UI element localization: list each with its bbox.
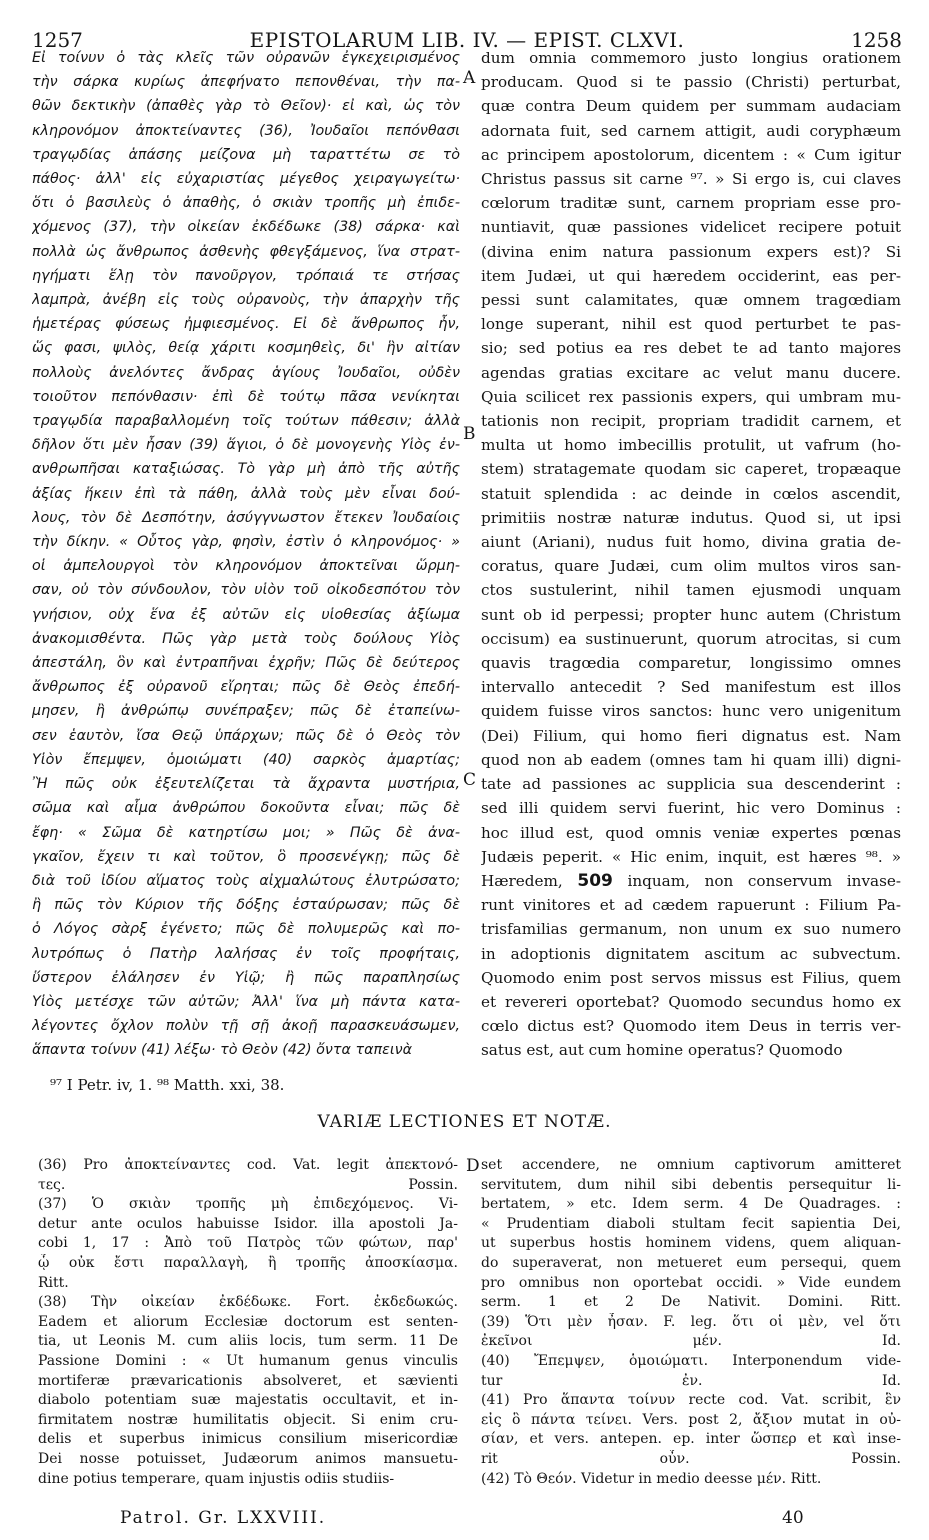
- note-line: (41) Pro ἅπαντα τοίνυν recte cod. Vat. scribit, ἓν: [481, 1392, 901, 1409]
- latin-text-line: dum omnia commemoro justo longius orationem: [481, 49, 901, 67]
- footer-source: Patrol. Gr. LXXVIII.: [120, 1508, 327, 1528]
- latin-text-column: [481, 46, 901, 1063]
- greek-text-line: σαν, οὐ τὸν σύνδουλον, τὸν υἱὸν τοῦ οἰκοδεσπότου τὸν: [32, 582, 460, 599]
- latin-text-line: aiunt (Ariani), nudus fuit homo, divina gratia de-: [481, 533, 901, 552]
- latin-text-line: multa ut homo imbecillis protulit, ut vafrum (ho-: [481, 436, 901, 455]
- latin-text-line: quod non ab eadem (omnes tam hi quam illi) digni-: [481, 750, 901, 769]
- note-line: Passione Domini : « Ut humanum genus vinculis: [38, 1352, 458, 1369]
- notes-section-title: VARIÆ LECTIONES ET NOTÆ.: [317, 1112, 612, 1132]
- note-line: εἰς ὃ πάντα τείνει. Vers. post 2, ἄξιον mutat in οὐ-: [481, 1411, 901, 1428]
- note-line: cobi 1, 17 : Ἀπὸ τοῦ Πατρὸς τῶν φώτων, παρ': [38, 1235, 458, 1252]
- greek-text-line: τραγῳδία παραβαλλομένη τοῖς τούτων πάθεσιν; ἀλλὰ: [32, 413, 460, 430]
- greek-text-line: ὥς φασι, ψιλὸς, θείᾳ χάριτι κοσμηθεὶς, δι' ἣν αἰτίαν: [32, 340, 460, 357]
- greek-text-line: λους, τὸν δὲ Δεσπότην, ἀσύγγνωστον ἔτεκεν Ἰουδαίοις: [32, 509, 460, 526]
- greek-text-line: ἡμετέρας φύσεως ἠμφιεσμένος. Εἰ δὲ ἄνθρωπος ἦν,: [32, 316, 460, 333]
- greek-text-column: [32, 46, 460, 1063]
- latin-text-line: trisfamilias germanum, non unum ex suo numero: [481, 920, 901, 939]
- greek-text-line: πάθος· ἀλλ' εἰς εὐχαριστίας μέγεθος χειραγωγείτω·: [32, 171, 460, 188]
- latin-text-line: (divina enim natura passionum expers est)? Si: [481, 242, 901, 261]
- latin-text-line: tate ad passiones ac supplicia sua descenderint :: [481, 775, 901, 794]
- latin-text-line: quidem fuisse viros sanctos: hunc vero unigenitum: [481, 702, 901, 721]
- note-line: (42) Τὸ Θεόν. Videtur in medio deesse μέν. Ritt.: [481, 1470, 822, 1487]
- greek-text-line: ἀπεστάλη, ὃν καὶ ἐντραπῆναι ἐχρῆν; Πῶς δὲ δεύτερος: [32, 655, 460, 672]
- greek-text-line: δῆλον ὅτι μὲν ἦσαν (39) ἅγιοι, ὁ δὲ μονογενὴς Υἱὸς ἐν-: [32, 437, 460, 454]
- notes-right-column: [481, 1156, 901, 1489]
- note-line: (37) Ὁ σκιὰν τροπῆς μὴ ἐπιδεχόμενος. Vi-: [38, 1196, 458, 1213]
- greek-text-line: γκαῖον, ἔχειν τι καὶ τοῦτον, ὃ προσενέγκῃ; πῶς δὲ: [32, 848, 460, 865]
- greek-text-line: λαμπρὰ, ἀνέβη εἰς τοὺς οὐρανοὺς, τὴν ἀπαρχὴν τῆς: [32, 292, 460, 309]
- note-line: firmitatem nostræ humilitatis objecit. Si enim cru-: [38, 1411, 458, 1428]
- note-line: delis et superbus inimicus consilium misericordiæ: [38, 1431, 458, 1448]
- note-line: Eadem et aliorum Ecclesiæ doctorum est senten-: [38, 1313, 458, 1330]
- footer-signature: 40: [782, 1508, 804, 1528]
- greek-text-line: τοιοῦτον πεπόνθασιν· ἐπὶ δὲ τούτῳ πᾶσα νενίκηται: [32, 388, 460, 405]
- latin-text-line: runt vinitores et ad cædem rapuerunt : Filium Pa-: [481, 896, 901, 915]
- greek-text-line: Υἱὸν ἔπεμψεν, ὁμοιώματι (40) σαρκὸς ἁμαρτίας;: [32, 751, 460, 768]
- greek-text-line: σεν ἑαυτὸν, ἴσα Θεῷ ὑπάρχων; πῶς δὲ ὁ Θεὸς τὸν: [32, 727, 460, 744]
- greek-text-line: ὕστερον ἐλάλησεν ἐν Υἱῷ; ἢ πῶς παραπλησίως: [32, 969, 460, 986]
- latin-text-line: Hæredem, 509 inquam, non conservum invase-: [481, 870, 901, 891]
- greek-text-line: ἀνακομισθέντα. Πῶς γὰρ μετὰ τοὺς δούλους Υἱὸς: [32, 630, 460, 647]
- margin-marker-d: D: [466, 1156, 480, 1176]
- page-number-right: 1258: [851, 28, 902, 52]
- note-line: tia, ut Leonis M. cum aliis locis, tum serm. 11 De: [38, 1333, 458, 1350]
- latin-text-line: Christus passus sit carne ⁹⁷. » Si ergo is, cui claves: [481, 170, 901, 189]
- greek-text-line: σῶμα καὶ αἷμα ἀνθρώπου δοκοῦντα εἶναι; πῶς δὲ: [32, 800, 460, 817]
- note-line: bertatem, » etc. Idem serm. 4 De Quadrages. :: [481, 1196, 901, 1213]
- latin-text-line: longe superant, nihil est quod perturbet te pas-: [481, 315, 901, 334]
- greek-text-line: λυτρόπως ὁ Πατὴρ λαλήσας ἐν τοῖς προφήταις,: [32, 945, 460, 962]
- running-title: EPISTOLARUM LIB. IV. — EPIST. CLXVI.: [249, 28, 685, 52]
- greek-text-line: κληρονόμον ἀποκτείναντες (36), Ἰουδαῖοι πεπόνθασι: [32, 122, 460, 139]
- note-line: (39) Ὅτι μὲν ἦσαν. F. leg. ὅτι οἱ μὲν, vel ὅτι: [481, 1313, 901, 1330]
- latin-text-line: Judæis peperit. « Hic enim, inquit, est hæres ⁹⁸. »: [481, 847, 901, 866]
- latin-text-line: ctos sustulerint, nihil tamen ejusmodi unquam: [481, 581, 901, 600]
- latin-text-line: coratus, quare Judæi, cum olim multos viros san-: [481, 557, 901, 576]
- latin-text-line: intervallo antecedit ? Sed manifestum est illos: [481, 678, 901, 697]
- greek-text-line: χόμενος (37), τὴν οἰκείαν ἐκδέδωκε (38) σάρκα· καὶ: [32, 219, 460, 236]
- greek-text-line: πολλοὺς ἀνελόντες ἄνδρας ἁγίους Ἰουδαῖοι, οὐδὲν: [32, 364, 460, 381]
- latin-text-line: producam. Quod si te passio (Christi) perturbat,: [481, 73, 901, 92]
- greek-text-line: ἀξίας ἥκειν ἐπὶ τὰ πάθη, ἀλλὰ τοὺς μὲν εἶναι δού-: [32, 485, 460, 502]
- note-line: ᾧ οὐκ ἔστι παραλλαγὴ, ἢ τροπῆς ἀποσκίασμα.: [38, 1254, 458, 1271]
- note-line: (38) Τὴν οἰκείαν ἐκδέδωκε. Fort. ἐκδεδωκώς.: [38, 1294, 458, 1311]
- note-line: « Prudentiam diaboli stultam fecit sapientia Dei,: [481, 1215, 901, 1232]
- latin-text-line: (Dei) Filium, qui homo fieri dignatus est. Nam: [481, 726, 901, 745]
- greek-text-line: ὁ Λόγος σὰρξ ἐγένετο; πῶς δὲ πολυμερῶς καὶ πο-: [32, 921, 460, 938]
- note-line: Dei nosse potuisset, Judæorum animos mansuetu-: [38, 1450, 458, 1467]
- greek-text-line: οἱ ἀμπελουργοὶ τὸν κληρονόμον ἀποκτεῖναι ὥρμη-: [32, 558, 460, 575]
- margin-marker-b: B: [463, 424, 476, 444]
- latin-text-line: in adoptionis dignitatem ascitum ac subvectum.: [481, 944, 901, 963]
- latin-text-line: et revereri oportebat? Quomodo secundus homo ex: [481, 992, 901, 1011]
- greek-text-line: τραγῳδίας ἁπάσης μείζονα μὴ ταραττέτω σε τὸ: [32, 146, 460, 163]
- notes-left-column: [38, 1156, 458, 1489]
- greek-text-line: ὅτι ὁ βασιλεὺς ὁ ἀπαθὴς, ὁ σκιὰν τροπῆς μὴ ἐπιδε-: [32, 195, 460, 212]
- note-line: serm. 1 et 2 De Nativit. Domini. Ritt.: [481, 1294, 901, 1311]
- greek-text-line: πολλὰ ὡς ἄνθρωπος ἀσθενὴς φθεγξάμενος, ἵνα στρατ-: [32, 243, 460, 260]
- margin-marker-a: A: [463, 68, 476, 88]
- latin-text-line: primitiis nostræ naturæ indutus. Quod si, ut ipsi: [481, 508, 901, 527]
- latin-text-line: pessi sunt calamitates, quæ omnem tragœdiam: [481, 291, 901, 310]
- latin-text-line: sed illi quidem servi fuerint, hic vero Dominus :: [481, 799, 901, 818]
- greek-text-line: ἔφη· « Σῶμα δὲ κατηρτίσω μοι; » Πῶς δὲ ἀνα-: [32, 824, 460, 841]
- note-line: set accendere, ne omnium captivorum amitteret: [481, 1157, 901, 1173]
- greek-text-line: ανθρωπῆσαι καταξιώσας. Τὸ γὰρ μὴ ἀπὸ τῆς αὐτῆς: [32, 461, 460, 478]
- latin-text-line: cœlorum traditæ sunt, carnem propriam esse pro-: [481, 194, 901, 213]
- greek-text-line: Υἱὸς μετέσχε τῶν αὐτῶν; Ἀλλ' ἵνα μὴ πάντα κατα-: [32, 993, 460, 1010]
- latin-text-line: statuit splendida : ac deinde in cœlos ascendit,: [481, 484, 901, 503]
- latin-text-line: sunt ob id perpessi; propter hunc autem (Christum: [481, 605, 901, 624]
- latin-text-line: sio; sed potius ea res debet te ad tanto majores: [481, 339, 901, 358]
- note-line: σίαν, et vers. antepen. ep. inter ὥσπερ et καὶ inse-: [481, 1431, 901, 1448]
- latin-text-line: nuntiavit, quæ passiones videlicet recipere potuit: [481, 218, 901, 237]
- latin-text-line: cœlo dictus est? Quomodo item Deus in terris ver-: [481, 1017, 901, 1036]
- latin-text-line: Quomodo enim post servos missus est Filius, quem: [481, 968, 901, 987]
- greek-text-line: τὴν σάρκα κυρίως ἀπεφήνατο πεπονθέναι, τὴν πα-: [32, 74, 460, 91]
- latin-text-line: satus est, aut cum homine operatus? Quomodo: [481, 1041, 843, 1060]
- latin-text-line: stem) stratagemate quodam sic caperet, tropæaque: [481, 460, 901, 479]
- greek-text-line: ἅπαντα τοίνυν (41) λέξω· τὸ Θεὸν (42) ὄντα ταπεινὰ: [32, 1042, 413, 1059]
- note-line: do superaverat, non metueret eum persequi, quem: [481, 1254, 901, 1271]
- footnotes: ⁹⁷ I Petr. iv, 1. ⁹⁸ Matth. xxi, 38.: [50, 1076, 285, 1094]
- greek-text-line: γνήσιον, οὐχ ἕνα ἐξ αὐτῶν εἰς υἱοθεσίας ἀξίωμα: [32, 606, 460, 623]
- column-number: 509: [577, 870, 613, 891]
- note-line: ἐκεῖνοι μέν. Id.: [481, 1333, 901, 1350]
- note-line: detur ante oculos habuisse Isidor. illa apostoli Ja-: [38, 1215, 458, 1232]
- note-line: (36) Pro ἀποκτείναντες cod. Vat. legit ἀπεκτονό-: [38, 1157, 458, 1173]
- latin-text-line: item Judæi, ut qui hæredem occiderint, eas per-: [481, 266, 901, 285]
- latin-text-line: agendas gratias excitare ac velut manu ducere.: [481, 363, 901, 382]
- note-line: Ritt.: [38, 1274, 69, 1291]
- note-line: (40) Ἔπεμψεν, ὁμοιώματι. Interponendum vide-: [481, 1352, 901, 1369]
- note-line: diabolo potentiam suæ majestatis occultavit, et in-: [38, 1392, 458, 1409]
- note-line: mortiferæ prævaricationis absolveret, et sævienti: [38, 1372, 458, 1389]
- latin-text-line: occisum) ea sustinuerunt, quorum atrocitas, si cum: [481, 629, 901, 648]
- note-line: rit οὖν. Possin.: [481, 1450, 901, 1467]
- greek-text-line: θῶν δεκτικὴν (ἀπαθὲς γὰρ τὸ Θεῖον)· εἰ καὶ, ὡς τὸν: [32, 98, 460, 115]
- greek-text-line: διὰ τοῦ ἰδίου αἵματος τοὺς αἰχμαλώτους ἐλυτρώσατο;: [32, 872, 460, 889]
- page-number-left: 1257: [32, 28, 83, 52]
- note-line: pro omnibus non oportebat occidi. » Vide eundem: [481, 1274, 901, 1291]
- greek-text-line: ἢ πῶς τὸν Κύριον τῆς δόξης ἐσταύρωσαν; πῶς δὲ: [32, 897, 460, 914]
- note-line: τες. Possin.: [38, 1176, 458, 1193]
- latin-text-line: ac principem apostolorum, dicentem : « Cum igitur: [481, 145, 901, 164]
- latin-text-line: Quia scilicet rex passionis expers, qui umbram mu-: [481, 387, 901, 406]
- latin-text-line: quæ contra Deum quidem per summam audaciam: [481, 97, 901, 116]
- greek-text-line: λέγοντες ὄχλον πολὺν τῇ σῇ ἀκοῇ παρασκευάσωμεν,: [32, 1018, 460, 1035]
- greek-text-line: ἄνθρωπος ἐξ οὐρανοῦ εἴρηται; πῶς δὲ Θεὸς ἐπεδή-: [32, 679, 460, 696]
- note-line: ut superbus hostis hominem videns, quem aliquan-: [481, 1235, 901, 1252]
- note-line: servitutem, dum nihil sibi debentis persequitur li-: [481, 1176, 901, 1193]
- greek-text-line: ηγήματι ἕλῃ τὸν πανοῦργον, τρόπαιά τε στήσας: [32, 267, 460, 284]
- latin-text-line: adornata fuit, sed carnem attigit, audi coryphæum: [481, 121, 901, 140]
- margin-marker-c: C: [463, 770, 477, 790]
- greek-text-line: τὴν δίκην. « Οὗτος γὰρ, φησὶν, ἐστὶν ὁ κληρονόμος· »: [32, 534, 460, 551]
- note-line: tur ἐν. Id.: [481, 1372, 901, 1389]
- latin-text-line: tationis non recipit, propriam tradidit carnem, et: [481, 412, 901, 431]
- latin-text-line: hoc illud est, quod omnis veniæ expertes pœnas: [481, 823, 901, 842]
- greek-text-line: Ἢ πῶς οὐκ ἐξευτελίζεται τὰ ἄχραντα μυστήρια,: [32, 776, 460, 793]
- latin-text-line: quavis tragœdia comparetur, longissimo omnes: [481, 654, 901, 673]
- note-line: dine potius temperare, quam injustis odiis studiis-: [38, 1470, 395, 1487]
- greek-text-line: Εἰ τοίνυν ὁ τὰς κλεῖς τῶν οὐρανῶν ἐγκεχειρισμένος: [32, 50, 460, 66]
- greek-text-line: μησεν, ἢ ἀνθρώπῳ συνέπραξεν; πῶς δὲ ἐταπείνω-: [32, 703, 460, 720]
